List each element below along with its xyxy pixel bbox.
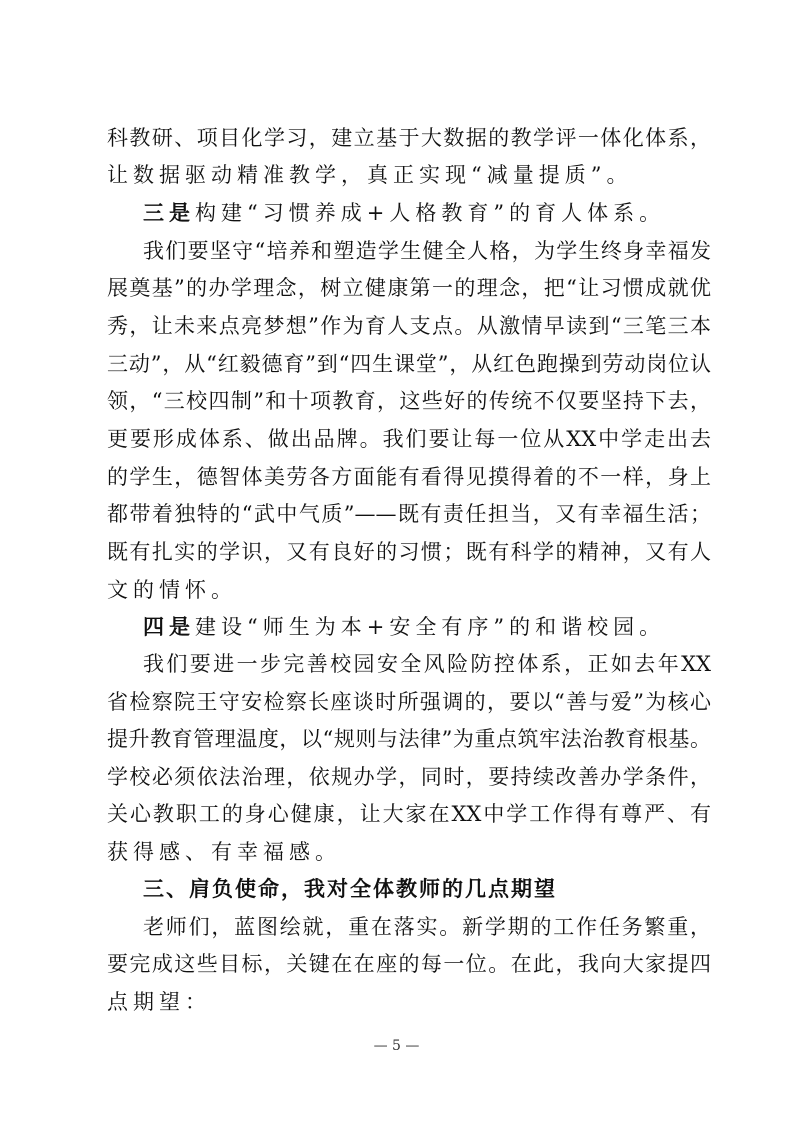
lead-in-bold: 三是 (143, 201, 195, 225)
body-line: 更要形成体系、做出品牌。我们要让每一位从XX中学走出去 (107, 427, 711, 451)
body-line: 展奠基”的办学理念，树立健康第一的理念，把“让习惯成就优 (107, 276, 711, 300)
body-line: 的学生，德智体美劳各方面能有看得见摸得着的不一样，身上 (107, 465, 711, 489)
body-line: 关心教职工的身心健康，让大家在XX中学工作得有尊严、有 (107, 802, 711, 826)
subheading-text: 构建“习惯养成+人格教育”的育人体系。 (195, 201, 666, 225)
body-line: 我们要进一步完善校园安全风险防控体系，正如去年XX (143, 652, 711, 676)
body-line: 三动”，从“红毅德育”到“四生课堂”，从红色跑操到劳动岗位认 (107, 352, 711, 376)
body-line: 我们要坚守“培养和塑造学生健全人格，为学生终身幸福发 (143, 239, 711, 263)
body-line: 点期望： (107, 990, 211, 1014)
body-line: 领，“三校四制”和十项教育，这些好的传统不仅要坚持下去， (107, 389, 711, 413)
page-number: — 5 — (373, 1038, 420, 1054)
lead-in-bold: 四是 (143, 615, 195, 639)
body-line: 既有扎实的学识，又有良好的习惯；既有科学的精神，又有人 (107, 540, 711, 564)
subheading-line (143, 198, 711, 228)
subheading-text: 建设“师生为本+安全有序”的和谐校园。 (195, 615, 666, 639)
body-line: 让数据驱动精准教学，真正实现“减量提质”。 (107, 163, 633, 187)
section-heading: 三、肩负使命，我对全体教师的几点期望 (143, 877, 557, 901)
body-line: 科教研、项目化学习，建立基于大数据的教学评一体化体系， (107, 126, 711, 150)
body-line: 学校必须依法治理，依规办学，同时，要持续改善办学条件， (107, 765, 711, 789)
body-line: 秀，让未来点亮梦想”作为育人支点。从激情早读到“三笔三本 (107, 314, 711, 338)
body-line: 要完成这些目标，关键在在座的每一位。在此，我向大家提四 (107, 952, 711, 976)
body-line: 都带着独特的“武中气质”——既有责任担当，又有幸福生活； (107, 502, 711, 526)
body-line: 老师们，蓝图绘就，重在落实。新学期的工作任务繁重， (143, 915, 711, 939)
body-line: 省检察院王守安检察长座谈时所强调的，要以“善与爱”为核心 (107, 690, 711, 714)
body-line: 提升教育管理温度，以“规则与法律”为重点筑牢法治教育根基。 (107, 727, 711, 751)
body-line: 获得感、有幸福感。 (107, 840, 341, 864)
subheading-line (143, 612, 711, 642)
body-line: 文的情怀。 (107, 578, 237, 602)
